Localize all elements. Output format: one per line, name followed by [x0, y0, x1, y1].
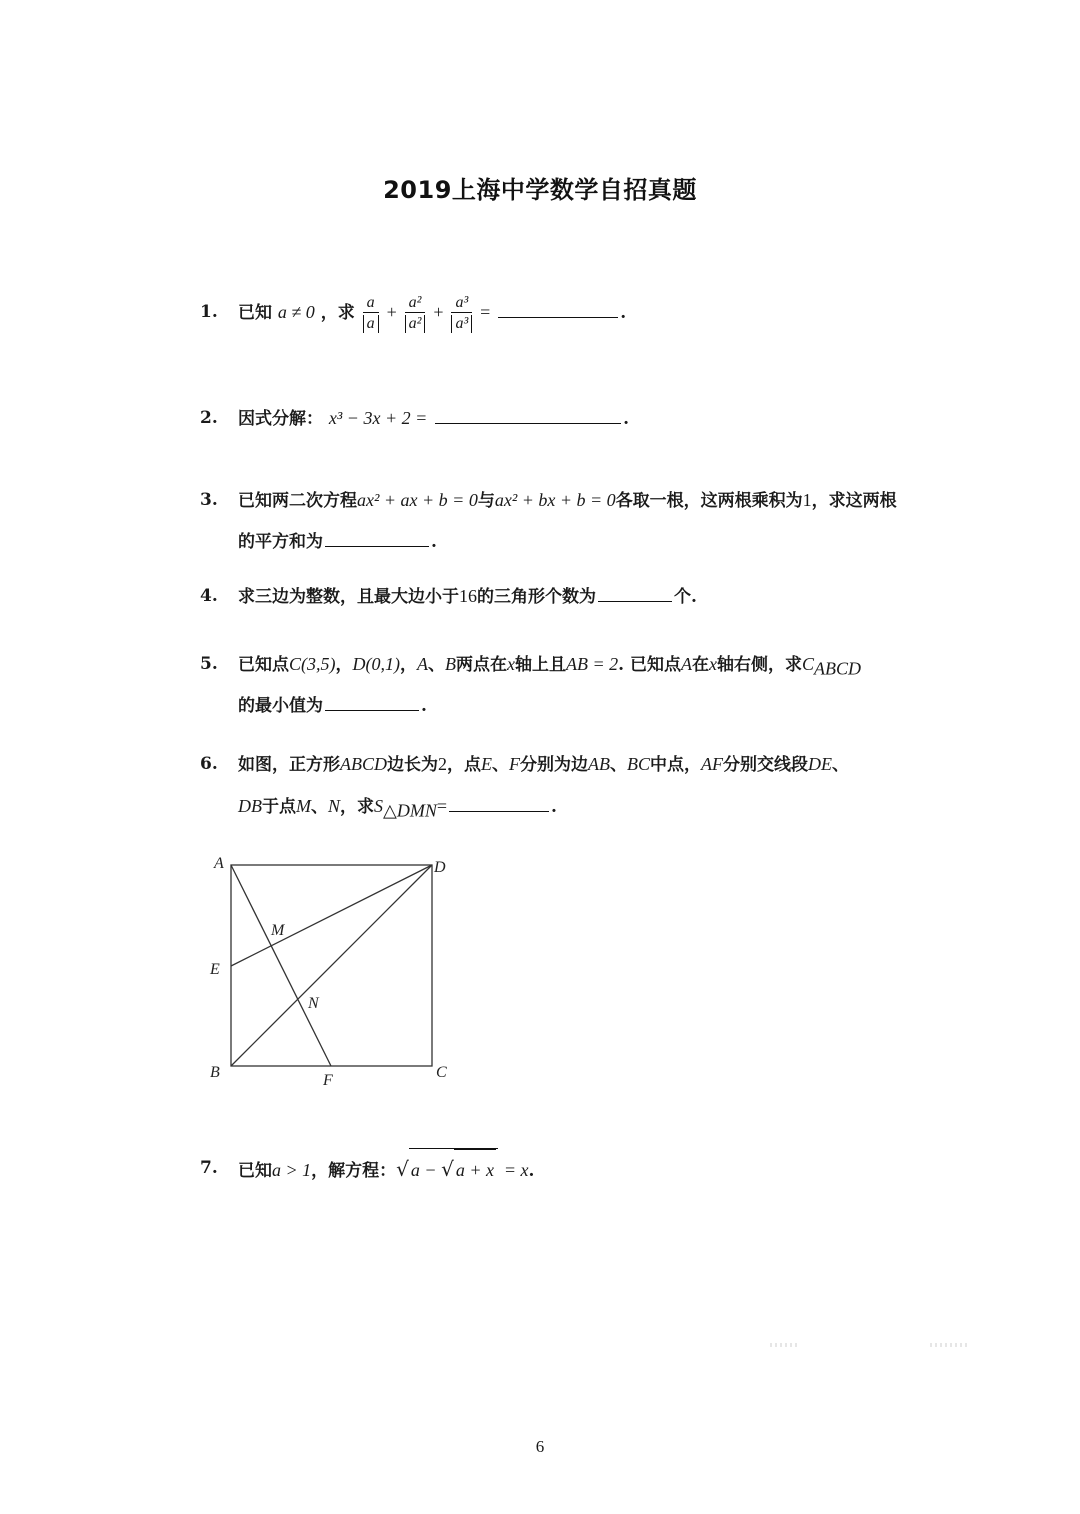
label-f: F — [323, 1072, 333, 1089]
question-number: 2. — [200, 408, 218, 428]
label-d: D — [434, 859, 446, 876]
question-text: 求三边为整数，且最大边小于16的三角形个数为 个. — [238, 576, 697, 617]
radical-sign: √ — [396, 1157, 409, 1181]
square-figure — [200, 848, 470, 1093]
label-c: C — [436, 1064, 447, 1081]
question-text: 已知两二次方程ax² + ax + b = 0与ax² + bx + b = 0各取一根，这两根乘积为1，求这两根 — [238, 490, 897, 511]
question-text: 已知点C(3,5)，D(0,1)，A、B两点在x轴上且AB = 2. 已知点A在x轴右侧，求$C_{ABCD}$ — [238, 654, 861, 679]
answer-blank[interactable] — [598, 577, 672, 602]
fraction-2: $\frac{\text{a²}}{\text{a²}}$ — [405, 294, 426, 333]
label-m: M — [271, 922, 285, 939]
math-expression: x³ − 3x + 2 = — [328, 408, 428, 428]
document-title: 2019上海中学数学自招真题 — [383, 176, 697, 204]
question-text: 如图，正方形ABCD边长为2，点E、F分别为边AB、BC中点，AF分别交线段DE、 — [238, 754, 850, 775]
label-b: B — [210, 1064, 220, 1081]
equation-1: ax² + ax + b = 0 — [357, 490, 478, 510]
question-number: 1. — [200, 302, 218, 322]
question-number: 7. — [200, 1158, 218, 1178]
scan-mark — [930, 1343, 970, 1347]
plus-sign: + — [433, 302, 444, 322]
page-number: 6 — [535, 1437, 545, 1456]
segment-af — [231, 865, 331, 1066]
answer-blank[interactable] — [325, 686, 419, 711]
question-text: 已知 a ≠ 0 ，求 $\frac{a}{a}$ + $\frac{\text{a²}}{\text{a²}}$ + $\frac{\text{a³}}{\text{a³}}$ = . — [238, 294, 627, 332]
radical-sign: √ — [441, 1157, 454, 1181]
segment-db — [231, 865, 432, 1066]
question-number: 6. — [200, 754, 218, 774]
segment-de — [231, 865, 432, 966]
inner-radicand: a + x — [454, 1149, 496, 1191]
answer-blank[interactable] — [435, 399, 621, 424]
fraction-1: $\frac{a}{a}$ — [363, 294, 379, 333]
label-n: N — [308, 995, 319, 1012]
answer-blank[interactable] — [498, 293, 618, 318]
question-text-line2: DB于点M、N，求$S_{\triangle DMN}=$ . — [238, 786, 557, 830]
question-text-line2: 的平方和为 . — [238, 522, 437, 562]
question-number: 5. — [200, 654, 218, 674]
question-text-line2: 的最小值为 . — [238, 686, 427, 726]
question-text: 已知a > 1，解方程：√ a − √ a + x = x. — [238, 1148, 534, 1191]
scan-mark — [770, 1343, 798, 1347]
question-number: 4. — [200, 586, 218, 606]
text: 已知 — [238, 303, 272, 323]
answer-blank[interactable] — [325, 522, 429, 547]
equals-sign: = — [480, 302, 491, 322]
question-text: 因式分解： x³ − 3x + 2 = . — [238, 398, 629, 439]
label-e: E — [210, 961, 220, 978]
question-1 — [200, 290, 960, 350]
label-a: A — [214, 855, 224, 872]
fraction-3: $\frac{\text{a³}}{\text{a³}}$ — [451, 294, 472, 333]
question-number: 3. — [200, 490, 218, 510]
equation-2: ax² + bx + b = 0 — [494, 490, 616, 510]
plus-sign: + — [386, 302, 397, 322]
text: 因式分解： — [238, 409, 323, 429]
text: ，求 — [320, 303, 355, 323]
answer-blank[interactable] — [449, 787, 549, 812]
math-condition: a ≠ 0 — [277, 302, 315, 322]
radicand: a − √ a + x — [409, 1148, 498, 1191]
